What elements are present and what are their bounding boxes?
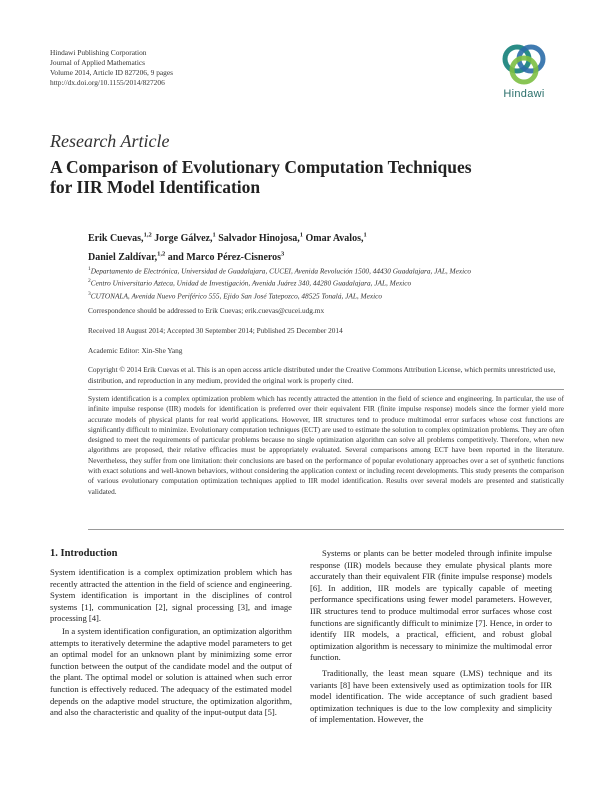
title-line-1: A Comparison of Evolutionary Computation Techniques <box>50 157 472 177</box>
affiliation: $^2$Centro Universitario Azteca, Unidad de Investigación, Avenida Juárez 340, 44280 Guadalajara, JAL, Mexico <box>88 278 412 288</box>
abstract-divider-top <box>88 389 564 390</box>
body-column-left <box>50 547 292 719</box>
affiliation: $^3$CUTONALA, Avenida Nuevo Periférico 555, Ejido San José Tatepozco, 48525 Tonalá, JAL, Mexico <box>88 290 382 301</box>
paper-title <box>50 157 570 197</box>
affiliation: $^1$Departamento de Electrónica, Universidad de Guadalajara, CUCEI, Avenida Revolución 1500, 44430 Guadalajara, JAL, Mexico <box>88 266 472 276</box>
hindawi-logo-text: Hindawi <box>503 88 545 100</box>
publisher-name: Hindawi Publishing Corporation <box>50 48 147 57</box>
author: Salvador Hinojosa,$^1$ <box>218 232 303 245</box>
title-line-2: for IIR Model Identification <box>50 177 261 197</box>
correspondence: Correspondence should be addressed to Erik Cuevas; erik.cuevas@cucei.udg.mx <box>88 306 325 315</box>
doi-link[interactable]: http://dx.doi.org/10.1155/2014/827206 <box>50 78 165 87</box>
body-column-right <box>310 547 552 726</box>
author: Omar Avalos,$^1$ <box>305 232 367 245</box>
copyright-notice: Copyright © 2014 Erik Cuevas et al. This is an open access article distributed under the Creative Commons Attribution License, which permits unrestricted use, distribution, and reproduction in any medium, provided the original work is properly cited. <box>88 365 556 385</box>
paragraph: System identification is a complex optimization problem which has recently attracted the attention in the field of science and engineering. System identification is important in the disciplines of control systems [1], communication [2], signal processing [3], and image processing [4]. <box>50 567 292 624</box>
abstract: System identification is a complex optimization problem which has recently attracted the attention in the field of science and engineering. In particular, the use of infinite impulse response (IIR) models for identification is preferred over their equivalent FIR (finite impulse response) models since the former yield more accurate models of physical plants for real world applications. However, IIR structures tend to produce multimodal error surfaces whose cost functions are significantly difficult to minimize. Evolutionary computation techniques (ECT) are used to estimate the solution to complex optimization problems. They are often designed to meet the requirements of particular problems because no single optimization algorithm can solve all problems competitively. Therefore, when new algorithms are proposed, their relative efficacies must be appropriately evaluated. Several comparisons among ECT have been reported in the literature. Nevertheless, they suffer from one limitation: their conclusions are based on the performance of popular evolutionary approaches over a set of synthetic functions with exact solutions and well-known behaviors, without considering the application context or including recent developments. This study presents the comparison of various evolutionary computation optimization techniques applied to IIR model identification. Results over several models are presented and statistically validated. <box>88 394 564 496</box>
abstract-divider-bottom <box>88 529 564 530</box>
journal-name: Journal of Applied Mathematics <box>50 58 146 67</box>
author: Jorge Gálvez,$^1$ <box>154 232 216 245</box>
volume-info: Volume 2014, Article ID 827206, 9 pages <box>50 68 174 77</box>
section-heading: 1. Introduction <box>50 548 118 559</box>
hindawi-logo-icon <box>500 42 548 86</box>
affiliations <box>88 264 568 301</box>
paragraph: Systems or plants can be better modeled through infinite impulse response (IIR) models because they emulate physical plants more accurately than their equivalent FIR (finite impulse response) models [6]. In addition, IIR models are typically capable of meeting performance specifications using fewer model parameters. However, IIR structures tend to produce multimodal error surfaces whose cost functions are significantly difficult to minimize [7]. Hence, in order to identify IIR models, a practical, efficient, and robust global optimization algorithm is necessary to minimize the multimodal error function. <box>310 548 552 663</box>
author: Erik Cuevas,$^{1,2}$ <box>88 232 152 245</box>
author: and Marco Pérez-Cisneros$^3$ <box>167 250 285 263</box>
paragraph: In a system identification configuration, an optimization algorithm attempts to iteratively determine the adaptive model parameters to get an optimal model for an unknown plant by minimizing some error function between the output of the candidate model and the output of the plant. The optimal model or solution is attained when such error function is effectively reduced. The adequacy of the estimated model depends on the adaptive model structure, the optimization algorithm, and also the characteristic and quality of the input-output data [5]. <box>50 625 292 718</box>
article-type: Research Article <box>50 131 170 151</box>
author-list <box>88 228 558 265</box>
publication-info <box>50 48 173 88</box>
paragraph: Traditionally, the least mean square (LMS) technique and its variants [8] have been extensively used as optimization tools for IIR model identification. The wide acceptance of such gradient based optimization techniques is due to the low complexity and simplicity of implementation. However, the <box>310 667 552 725</box>
author: Daniel Zaldívar,$^{1,2}$ <box>88 250 166 263</box>
academic-editor: Academic Editor: Xin-She Yang <box>88 346 183 355</box>
hindawi-logo <box>494 42 554 108</box>
publication-dates: Received 18 August 2014; Accepted 30 September 2014; Published 25 December 2014 <box>88 326 343 335</box>
